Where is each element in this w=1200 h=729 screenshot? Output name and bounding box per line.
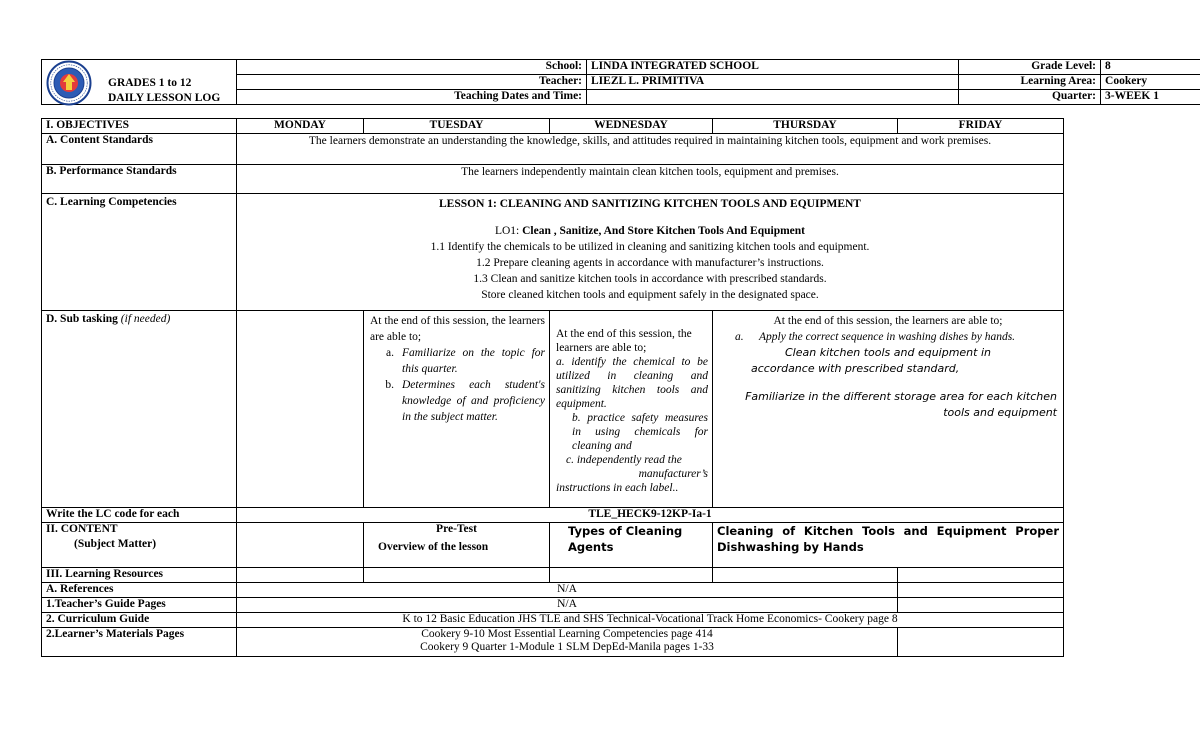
competency-1: 1.1 Identify the chemicals to be utilized in cleaning and sanitizing kitchen tools and equipment. [430, 241, 870, 253]
tuesday-intro: At the end of this session, the learners are able to; [370, 315, 546, 343]
tuesday-item-b-marker: b. [385, 379, 394, 391]
wednesday-item-c3: instructions in each label.. [556, 482, 679, 494]
grade-level-label: Grade Level: [959, 60, 1101, 75]
teachers-guide-value: N/A [237, 598, 898, 613]
pretest-label: Pre-Test [436, 523, 477, 535]
daily-lesson-log-label: DAILY LESSON LOG [108, 92, 221, 104]
lesson-title: LESSON 1: CLEANING AND SANITIZING KITCHEN TOOLS AND EQUIPMENT [439, 198, 861, 210]
grade-level-value: 8 [1101, 60, 1200, 75]
learners-materials-label: 2.Learner’s Materials Pages [42, 628, 237, 657]
competency-2: 1.2 Prepare cleaning agents in accordance with manufacturer’s instructions. [476, 257, 824, 269]
tuesday-header: TUESDAY [364, 119, 550, 134]
tuesday-item-a-marker: a. [386, 347, 394, 359]
thursday-item-e: tools and equipment [943, 406, 1057, 419]
curriculum-guide-label: 2. Curriculum Guide [42, 613, 237, 628]
thursday-item-b: Clean kitchen tools and equipment in [784, 346, 991, 359]
header-table [41, 59, 1200, 105]
learners-materials-line-2: Cookery 9 Quarter 1-Module 1 SLM DepEd-Manila pages 1-33 [420, 641, 714, 653]
content-label-cell [42, 523, 237, 568]
monday-content [237, 523, 364, 568]
tuesday-item-a [370, 345, 545, 377]
subtasking-note: (if needed) [120, 313, 171, 325]
monday-subtasking [237, 311, 364, 508]
wednesday-item-c2: manufacturer’s [638, 468, 708, 480]
learners-materials-friday [898, 628, 1064, 657]
thursday-item-a-text: Apply the correct sequence in washing dishes by hands. [759, 331, 1016, 343]
competency-3: 1.3 Clean and sanitize kitchen tools in accordance with prescribed standards. [473, 273, 827, 285]
resources-wednesday [550, 568, 713, 583]
learners-materials-value [237, 628, 898, 657]
performance-standards-text: The learners independently maintain clean kitchen tools, equipment and premises. [237, 165, 1064, 194]
tuesday-item-a-text: Familiarize on the topic for this quarter. [402, 347, 545, 375]
wednesday-item-c1: c. independently read the [566, 454, 682, 466]
objectives-header: I. OBJECTIVES [42, 119, 237, 134]
competency-4: Store cleaned kitchen tools and equipment safely in the designated space. [481, 289, 819, 301]
learning-resources-label: III. Learning Resources [42, 568, 237, 583]
thursday-subtasking [713, 311, 1064, 508]
wednesday-item-b: b. practice safety measures in using chemicals for cleaning and [572, 412, 708, 452]
school-label: School: [237, 60, 587, 75]
references-friday [898, 583, 1064, 598]
learners-materials-line-1: Cookery 9-10 Most Essential Learning Competencies page 414 [421, 628, 713, 640]
lo1-prefix: LO1: [494, 225, 523, 237]
teacher-label: Teacher: [237, 75, 587, 90]
teaching-dates-label: Teaching Dates and Time: [237, 90, 587, 105]
thursday-header: THURSDAY [713, 119, 898, 134]
thursday-intro: At the end of this session, the learners are able to; [773, 315, 1003, 327]
overview-label: Overview of the lesson [378, 541, 489, 553]
teachers-guide-friday [898, 598, 1064, 613]
learning-competencies-cell [237, 194, 1064, 311]
quarter-label: Quarter: [959, 90, 1101, 105]
teacher-value: LIEZL L. PRIMITIVA [587, 75, 959, 90]
content-standards-text: The learners demonstrate an understanding the knowledge, skills, and attitudes required in maintaining kitchen tools, equipment and work premises. [237, 134, 1064, 165]
lo1-title: Clean , Sanitize, And Store Kitchen Tools And Equipment [522, 225, 806, 237]
tuesday-content [364, 523, 550, 568]
tuesday-item-b [370, 377, 545, 425]
resources-monday [237, 568, 364, 583]
subject-matter-label: (Subject Matter) [74, 538, 157, 550]
school-value: LINDA INTEGRATED SCHOOL [587, 60, 959, 75]
friday-header: FRIDAY [898, 119, 1064, 134]
subtasking-label [42, 311, 237, 508]
learning-competencies-label: C. Learning Competencies [42, 194, 237, 311]
grades-label: GRADES 1 to 12 [108, 77, 192, 89]
references-value: N/A [237, 583, 898, 598]
thursday-item-d: Familiarize in the different storage area for each kitchen [745, 390, 1057, 403]
resources-friday [898, 568, 1064, 583]
thursday-content: Cleaning of Kitchen Tools and Equipment Proper Dishwashing by Hands [713, 523, 1064, 568]
content-standards-label: A. Content Standards [42, 134, 237, 165]
subtasking-label-text: D. Sub tasking [46, 313, 121, 325]
wednesday-header: WEDNESDAY [550, 119, 713, 134]
curriculum-guide-value: K to 12 Basic Education JHS TLE and SHS Technical-Vocational Track Home Economics- Cookery page 8 [237, 613, 1064, 628]
thursday-item-c: accordance with prescribed standard, [751, 362, 960, 375]
wednesday-item-a: a. identify the chemical to be utilized in cleaning and sanitizing kitchen tools and equipment. [556, 356, 708, 410]
deped-seal-icon [46, 60, 92, 106]
learning-area-label: Learning Area: [959, 75, 1101, 90]
content-label: II. CONTENT [46, 523, 118, 535]
learning-area-value: Cookery [1101, 75, 1200, 90]
lc-code-label: Write the LC code for each [42, 508, 237, 523]
performance-standards-label: B. Performance Standards [42, 165, 237, 194]
tuesday-item-b-text: Determines each student's knowledge of and proficiency in the subject matter. [402, 379, 545, 423]
resources-thursday [713, 568, 898, 583]
thursday-item-a-marker: a. [735, 331, 744, 343]
wednesday-subtasking [550, 311, 713, 508]
lo1-line [241, 223, 1059, 239]
thursday-item-a [719, 329, 1057, 345]
teachers-guide-label: 1.Teacher’s Guide Pages [42, 598, 237, 613]
teaching-dates-value [587, 90, 959, 105]
wednesday-content: Types of Cleaning Agents [550, 523, 713, 568]
tuesday-subtasking [364, 311, 550, 508]
resources-tuesday [364, 568, 550, 583]
wednesday-intro: At the end of this session, the learners are able to; [556, 328, 692, 354]
lc-code-value: TLE_HECK9-12KP-Ia-1 [237, 508, 1064, 523]
logo-cell [42, 60, 237, 105]
references-label: A. References [42, 583, 237, 598]
lesson-log-table [41, 118, 1064, 657]
quarter-value: 3-WEEK 1 [1101, 90, 1200, 105]
monday-header: MONDAY [237, 119, 364, 134]
